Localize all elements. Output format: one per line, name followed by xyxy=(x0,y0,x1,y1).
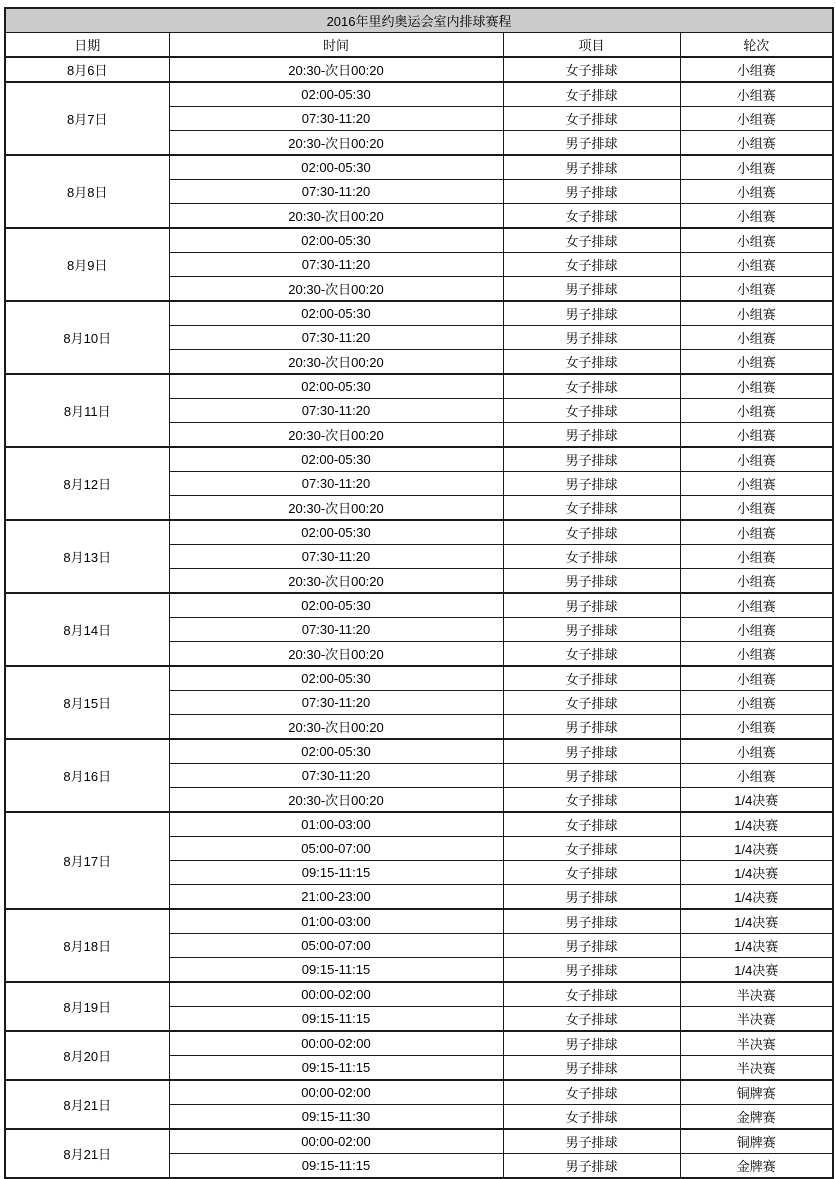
time-cell: 09:15-11:15 xyxy=(169,1007,503,1032)
table-row xyxy=(5,447,833,472)
event-cell: 女子排球 xyxy=(503,520,680,545)
round-cell: 半决赛 xyxy=(680,1007,833,1032)
event-cell: 女子排球 xyxy=(503,1105,680,1130)
event-cell: 男子排球 xyxy=(503,472,680,496)
round-cell: 小组赛 xyxy=(680,131,833,156)
round-cell: 小组赛 xyxy=(680,447,833,472)
event-cell: 女子排球 xyxy=(503,496,680,521)
header-row xyxy=(5,33,833,58)
event-cell: 女子排球 xyxy=(503,666,680,691)
table-row xyxy=(5,812,833,837)
table-row xyxy=(5,666,833,691)
round-cell: 铜牌赛 xyxy=(680,1129,833,1154)
date-cell: 8月20日 xyxy=(5,1031,169,1080)
event-cell: 女子排球 xyxy=(503,691,680,715)
event-cell: 男子排球 xyxy=(503,715,680,740)
round-cell: 小组赛 xyxy=(680,423,833,448)
event-cell: 男子排球 xyxy=(503,934,680,958)
date-cell: 8月7日 xyxy=(5,82,169,155)
time-cell: 00:00-02:00 xyxy=(169,1031,503,1056)
event-cell: 女子排球 xyxy=(503,545,680,569)
round-cell: 小组赛 xyxy=(680,350,833,375)
date-cell: 8月18日 xyxy=(5,909,169,982)
date-cell: 8月14日 xyxy=(5,593,169,666)
time-cell: 07:30-11:20 xyxy=(169,472,503,496)
time-cell: 01:00-03:00 xyxy=(169,812,503,837)
time-cell: 00:00-02:00 xyxy=(169,982,503,1007)
event-cell: 女子排球 xyxy=(503,107,680,131)
round-cell: 1/4决赛 xyxy=(680,885,833,910)
event-cell: 男子排球 xyxy=(503,131,680,156)
time-cell: 07:30-11:20 xyxy=(169,691,503,715)
round-cell: 1/4决赛 xyxy=(680,788,833,813)
time-cell: 07:30-11:20 xyxy=(169,253,503,277)
round-cell: 小组赛 xyxy=(680,399,833,423)
event-cell: 女子排球 xyxy=(503,350,680,375)
round-cell: 1/4决赛 xyxy=(680,837,833,861)
round-cell: 小组赛 xyxy=(680,253,833,277)
event-cell: 女子排球 xyxy=(503,228,680,253)
event-cell: 女子排球 xyxy=(503,204,680,229)
time-cell: 20:30-次日00:20 xyxy=(169,642,503,667)
time-cell: 02:00-05:30 xyxy=(169,228,503,253)
round-cell: 金牌赛 xyxy=(680,1105,833,1130)
event-cell: 男子排球 xyxy=(503,885,680,910)
time-cell: 01:00-03:00 xyxy=(169,909,503,934)
round-cell: 小组赛 xyxy=(680,691,833,715)
time-cell: 20:30-次日00:20 xyxy=(169,131,503,156)
event-cell: 女子排球 xyxy=(503,1007,680,1032)
event-cell: 女子排球 xyxy=(503,253,680,277)
date-cell: 8月17日 xyxy=(5,812,169,909)
time-cell: 20:30-次日00:20 xyxy=(169,423,503,448)
round-cell: 小组赛 xyxy=(680,57,833,82)
round-cell: 小组赛 xyxy=(680,739,833,764)
event-cell: 女子排球 xyxy=(503,399,680,423)
event-cell: 男子排球 xyxy=(503,764,680,788)
date-cell: 8月13日 xyxy=(5,520,169,593)
round-cell: 1/4决赛 xyxy=(680,812,833,837)
time-cell: 09:15-11:30 xyxy=(169,1105,503,1130)
time-cell: 02:00-05:30 xyxy=(169,301,503,326)
event-cell: 女子排球 xyxy=(503,861,680,885)
time-cell: 02:00-05:30 xyxy=(169,374,503,399)
event-cell: 男子排球 xyxy=(503,301,680,326)
round-cell: 小组赛 xyxy=(680,593,833,618)
column-header-round: 轮次 xyxy=(680,33,833,58)
round-cell: 1/4决赛 xyxy=(680,861,833,885)
date-cell: 8月21日 xyxy=(5,1129,169,1178)
round-cell: 小组赛 xyxy=(680,228,833,253)
event-cell: 男子排球 xyxy=(503,277,680,302)
time-cell: 05:00-07:00 xyxy=(169,837,503,861)
round-cell: 铜牌赛 xyxy=(680,1080,833,1105)
time-cell: 20:30-次日00:20 xyxy=(169,204,503,229)
date-cell: 8月16日 xyxy=(5,739,169,812)
round-cell: 1/4决赛 xyxy=(680,934,833,958)
event-cell: 女子排球 xyxy=(503,57,680,82)
round-cell: 小组赛 xyxy=(680,301,833,326)
time-cell: 20:30-次日00:20 xyxy=(169,350,503,375)
time-cell: 02:00-05:30 xyxy=(169,155,503,180)
event-cell: 女子排球 xyxy=(503,837,680,861)
round-cell: 小组赛 xyxy=(680,82,833,107)
event-cell: 女子排球 xyxy=(503,82,680,107)
round-cell: 小组赛 xyxy=(680,155,833,180)
time-cell: 07:30-11:20 xyxy=(169,326,503,350)
table-row xyxy=(5,301,833,326)
event-cell: 女子排球 xyxy=(503,812,680,837)
round-cell: 1/4决赛 xyxy=(680,958,833,983)
date-cell: 8月6日 xyxy=(5,57,169,82)
time-cell: 02:00-05:30 xyxy=(169,666,503,691)
table-row xyxy=(5,739,833,764)
time-cell: 20:30-次日00:20 xyxy=(169,788,503,813)
round-cell: 半决赛 xyxy=(680,1031,833,1056)
round-cell: 小组赛 xyxy=(680,472,833,496)
round-cell: 小组赛 xyxy=(680,107,833,131)
round-cell: 小组赛 xyxy=(680,764,833,788)
time-cell: 02:00-05:30 xyxy=(169,447,503,472)
time-cell: 07:30-11:20 xyxy=(169,180,503,204)
event-cell: 男子排球 xyxy=(503,1129,680,1154)
table-row xyxy=(5,82,833,107)
time-cell: 09:15-11:15 xyxy=(169,861,503,885)
column-header-time: 时间 xyxy=(169,33,503,58)
round-cell: 半决赛 xyxy=(680,982,833,1007)
volleyball-schedule-table xyxy=(4,7,834,1179)
event-cell: 男子排球 xyxy=(503,618,680,642)
date-cell: 8月10日 xyxy=(5,301,169,374)
round-cell: 小组赛 xyxy=(680,618,833,642)
table-title: 2016年里约奥运会室内排球赛程 xyxy=(5,8,833,33)
date-cell: 8月21日 xyxy=(5,1080,169,1129)
event-cell: 女子排球 xyxy=(503,982,680,1007)
round-cell: 半决赛 xyxy=(680,1056,833,1081)
date-cell: 8月11日 xyxy=(5,374,169,447)
round-cell: 小组赛 xyxy=(680,496,833,521)
time-cell: 20:30-次日00:20 xyxy=(169,715,503,740)
time-cell: 00:00-02:00 xyxy=(169,1129,503,1154)
event-cell: 男子排球 xyxy=(503,593,680,618)
round-cell: 小组赛 xyxy=(680,374,833,399)
title-row xyxy=(5,8,833,33)
time-cell: 09:15-11:15 xyxy=(169,1154,503,1179)
round-cell: 小组赛 xyxy=(680,326,833,350)
schedule-table-body xyxy=(5,57,833,1178)
event-cell: 男子排球 xyxy=(503,1031,680,1056)
event-cell: 男子排球 xyxy=(503,423,680,448)
time-cell: 20:30-次日00:20 xyxy=(169,57,503,82)
time-cell: 09:15-11:15 xyxy=(169,958,503,983)
event-cell: 女子排球 xyxy=(503,788,680,813)
time-cell: 02:00-05:30 xyxy=(169,520,503,545)
event-cell: 男子排球 xyxy=(503,909,680,934)
table-row xyxy=(5,1031,833,1056)
time-cell: 02:00-05:30 xyxy=(169,593,503,618)
time-cell: 02:00-05:30 xyxy=(169,82,503,107)
round-cell: 小组赛 xyxy=(680,520,833,545)
round-cell: 小组赛 xyxy=(680,569,833,594)
round-cell: 小组赛 xyxy=(680,545,833,569)
round-cell: 小组赛 xyxy=(680,715,833,740)
date-cell: 8月12日 xyxy=(5,447,169,520)
table-row xyxy=(5,1129,833,1154)
table-row xyxy=(5,57,833,82)
round-cell: 1/4决赛 xyxy=(680,909,833,934)
event-cell: 男子排球 xyxy=(503,958,680,983)
table-row xyxy=(5,374,833,399)
round-cell: 小组赛 xyxy=(680,277,833,302)
time-cell: 21:00-23:00 xyxy=(169,885,503,910)
event-cell: 男子排球 xyxy=(503,1154,680,1179)
event-cell: 男子排球 xyxy=(503,739,680,764)
event-cell: 男子排球 xyxy=(503,155,680,180)
event-cell: 女子排球 xyxy=(503,1080,680,1105)
time-cell: 07:30-11:20 xyxy=(169,618,503,642)
table-row xyxy=(5,228,833,253)
event-cell: 女子排球 xyxy=(503,374,680,399)
date-cell: 8月19日 xyxy=(5,982,169,1031)
time-cell: 05:00-07:00 xyxy=(169,934,503,958)
time-cell: 00:00-02:00 xyxy=(169,1080,503,1105)
time-cell: 07:30-11:20 xyxy=(169,107,503,131)
table-row xyxy=(5,593,833,618)
event-cell: 男子排球 xyxy=(503,447,680,472)
round-cell: 小组赛 xyxy=(680,204,833,229)
event-cell: 男子排球 xyxy=(503,1056,680,1081)
round-cell: 小组赛 xyxy=(680,180,833,204)
time-cell: 20:30-次日00:20 xyxy=(169,569,503,594)
table-row xyxy=(5,155,833,180)
table-row xyxy=(5,982,833,1007)
column-header-date: 日期 xyxy=(5,33,169,58)
round-cell: 小组赛 xyxy=(680,642,833,667)
round-cell: 金牌赛 xyxy=(680,1154,833,1179)
date-cell: 8月9日 xyxy=(5,228,169,301)
table-row xyxy=(5,909,833,934)
column-header-event: 项目 xyxy=(503,33,680,58)
time-cell: 09:15-11:15 xyxy=(169,1056,503,1081)
date-cell: 8月15日 xyxy=(5,666,169,739)
time-cell: 07:30-11:20 xyxy=(169,399,503,423)
time-cell: 20:30-次日00:20 xyxy=(169,496,503,521)
round-cell: 小组赛 xyxy=(680,666,833,691)
time-cell: 20:30-次日00:20 xyxy=(169,277,503,302)
event-cell: 男子排球 xyxy=(503,569,680,594)
date-cell: 8月8日 xyxy=(5,155,169,228)
time-cell: 07:30-11:20 xyxy=(169,764,503,788)
event-cell: 男子排球 xyxy=(503,180,680,204)
table-row xyxy=(5,520,833,545)
event-cell: 女子排球 xyxy=(503,642,680,667)
event-cell: 男子排球 xyxy=(503,326,680,350)
table-row xyxy=(5,1080,833,1105)
time-cell: 07:30-11:20 xyxy=(169,545,503,569)
time-cell: 02:00-05:30 xyxy=(169,739,503,764)
